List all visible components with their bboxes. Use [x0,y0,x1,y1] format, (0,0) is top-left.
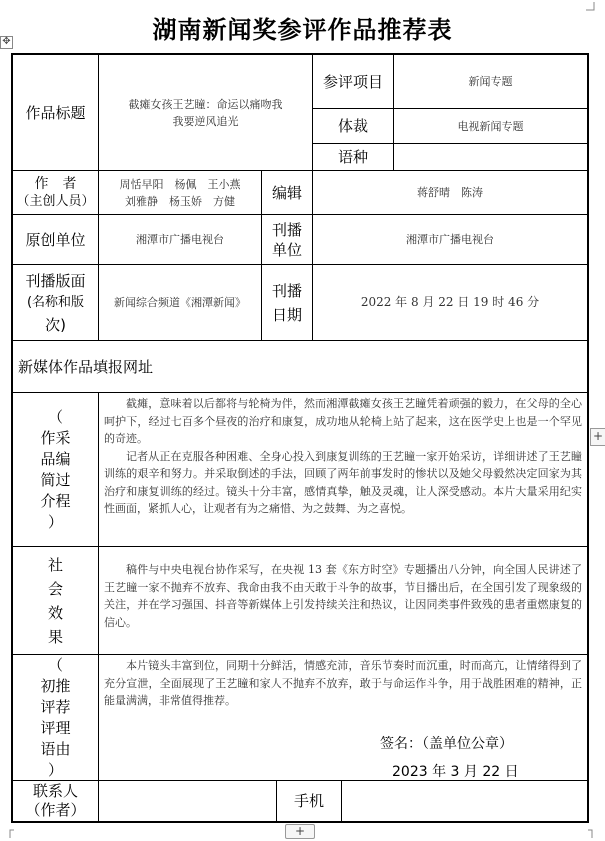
publish-page-label [13,265,98,340]
phone-label: 手机 [293,792,324,810]
work-title-line1: 截瘫女孩王艺瞳：命运以痛吻我 [128,97,283,111]
publish-page-label-line1: 刊播版面 [25,271,86,290]
contact-value[interactable] [99,781,276,821]
add-column-plus-icon[interactable]: + [590,428,605,446]
publish-date-label [262,265,312,340]
recommendation-label-char: 评理 [40,718,71,737]
category-value[interactable]: 新闻专题 [468,75,513,88]
origin-unit-label: 原创单位 [25,230,86,249]
category-label: 参评项目 [322,72,383,91]
process-label-char: ） [47,512,63,531]
social-effect-label [13,547,98,654]
authors-line1: 周恬早阳 杨佩 王小燕 [119,177,241,191]
process-text[interactable] [104,395,582,518]
add-row-plus-icon[interactable]: + [285,824,315,839]
authors-line2: 刘雅静 杨玉娇 方健 [125,194,235,208]
social-effect-label-char: 会 [47,579,63,598]
language-value[interactable] [394,144,587,170]
publish-unit-label [262,215,312,264]
social-effect-label-char: 社 [47,555,63,574]
authors-value[interactable] [99,171,261,214]
recommendation-paragraph-1: 本片镜头丰富到位，同期十分鲜活，情感充沛，音乐节奏时而沉重，时而高亢，让情绪得到了充分宣泄，全面展现了王艺瞳和家人不抛弃不放弃，敢于与命运作斗争，用于战胜困难的精神，正能量满满，非常值得推荐。 [104,659,582,707]
social-effect-paragraph-1: 稿件与中央电视台协作采写，在央视 13 套《东方时空》专题播出八分钟，向全国人民讲述了王艺瞳一家不抛弃不放弃、我命由我不由天敢于斗争的故事，节目播出后，在全国引发了现象级的关注，并在学习强国、抖音等新媒体上引发持续关注和热议，让因同类事件致残的患者重燃康复的信心。 [104,563,582,629]
phone-value[interactable] [342,781,587,821]
contact-label-line1: 联系人 [32,782,78,800]
publish-unit-value[interactable]: 湘潭市广播电视台 [406,233,494,246]
authors-label-line2: （主创人员） [16,193,95,209]
genre-label: 体裁 [337,117,368,135]
process-label [13,393,98,546]
authors-label [13,171,98,214]
editor-label: 编辑 [271,183,302,202]
corner-mark-icon [588,826,600,838]
signature-date: 2023 年 3 月 22 日 [392,764,519,780]
process-paragraph-2: 记者从正在克服各种困难、全身心投入到康复训练的王艺瞳一家开始采访，详细讲述了王艺瞳训练的艰辛和努力。并采取倒述的手法，回顾了两年前事发时的惨状以及她父母毅然决定回家为其治疗和康复训练的经过。镜头十分丰富，感情真挚，触及灵魂，让人深受感动。本片大量采用纪实性画面，紧抓人心，让观者有为之痛惜、为之鼓舞、为之喜悦。 [104,449,582,515]
publish-page-value[interactable]: 新闻综合频道《湘潭新闻》 [114,296,246,309]
authors-label-line1: 作 者 [34,175,77,192]
social-effect-label-char: 果 [47,627,63,646]
work-title-label: 作品标题 [25,103,86,122]
recommendation-label [13,655,98,780]
table-move-handle-icon[interactable]: ✥ [0,36,13,49]
corner-mark-icon [586,2,598,14]
publish-date-value[interactable]: 2022 年 8 月 22 日 19 时 46 分 [360,295,540,309]
work-title-line2: 我要逆风追光 [172,114,239,128]
process-label-char: 介程 [40,491,71,510]
publish-page-label-line3: 次) [45,315,66,334]
document-title: 湖南新闻奖参评作品推荐表 [152,16,453,44]
process-label-char: 简过 [40,470,71,489]
new-media-url-label: 新媒体作品填报网址 [18,357,154,376]
process-label-char: （ [47,407,63,426]
publish-page-label-line2: (名称和版 [26,294,85,310]
editor-value[interactable]: 蒋舒晴 陈涛 [417,186,483,199]
recommendation-label-char: （ [47,655,63,674]
genre-value[interactable]: 电视新闻专题 [457,119,524,133]
recommendation-label-char: 评荐 [40,697,71,716]
language-label: 语种 [337,148,368,166]
publish-unit-label-line1: 刊播 [271,220,302,239]
recommendation-label-char: ） [47,760,63,779]
process-label-char: 作采 [40,428,71,447]
signature-line: 签名：（盖单位公章） [380,736,513,752]
new-media-url-value[interactable] [180,341,585,392]
recommendation-label-char: 初推 [40,676,71,695]
corner-mark-icon [2,826,14,838]
process-paragraph-1: 截瘫，意味着以后都将与轮椅为伴，然而湘潭截瘫女孩王艺瞳凭着顽强的毅力，在父母的全心呵护下，经过七百多个昼夜的治疗和康复，成功地从轮椅上站了起来，这在医学史上也是一个罕见的奇迹。 [104,397,582,445]
contact-label-line2: （作者） [25,801,86,819]
process-label-char: 品编 [40,449,71,468]
recommendation-text[interactable] [104,657,582,710]
contact-label [13,781,98,821]
social-effect-label-char: 效 [47,603,63,622]
recommendation-label-char: 语由 [40,739,71,758]
social-effect-text[interactable] [104,561,582,631]
publish-date-label-line2: 日期 [271,305,302,324]
publish-unit-label-line2: 单位 [271,240,302,259]
publish-date-label-line1: 刊播 [271,281,302,300]
work-title-value[interactable] [99,55,312,170]
origin-unit-value[interactable]: 湘潭市广播电视台 [136,233,224,246]
